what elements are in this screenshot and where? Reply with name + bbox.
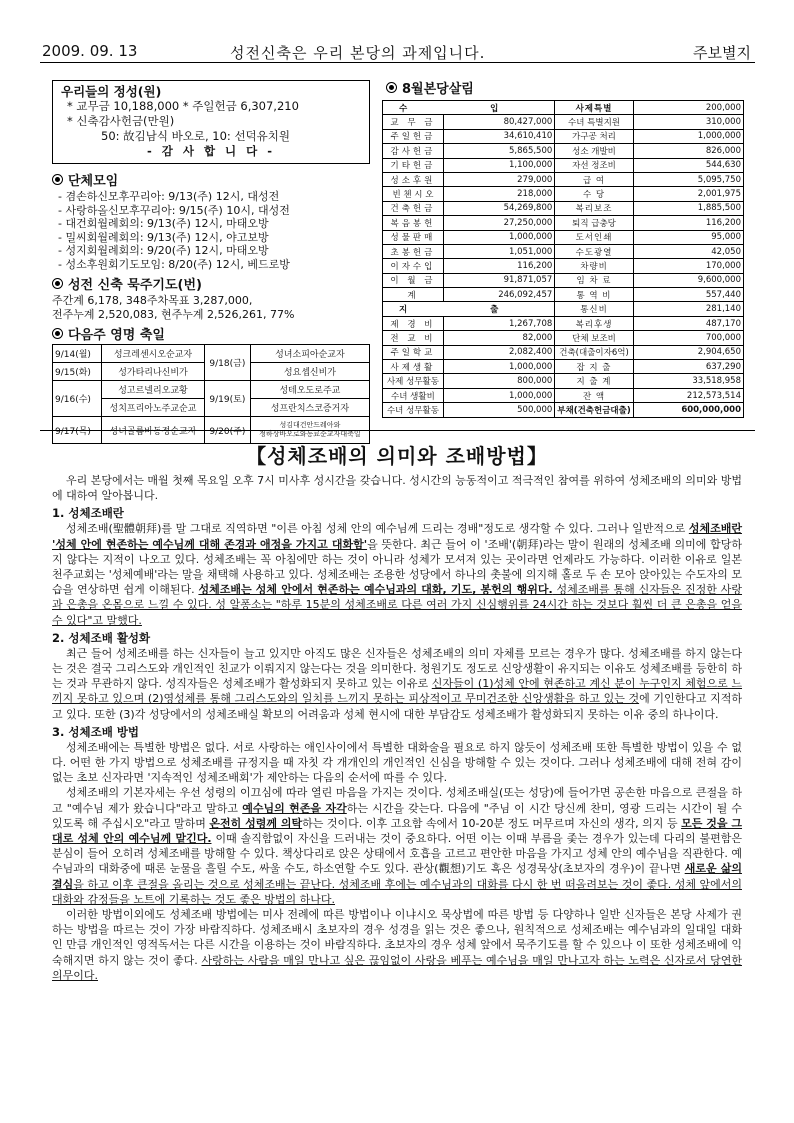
table-cell: 전 교 비 — [383, 331, 444, 345]
text-run: 하는 것이다. 이후 고요함 속에서 10-20분 정도 머무르며 자신의 생각, 의지 등 — [302, 816, 682, 830]
list-item: - 사랑하올신모후꾸리아: 9/15(주) 10시, 대성전 — [58, 203, 290, 217]
offerings-title: 우리들의 정성(원) — [61, 84, 162, 99]
table-cell: 27,250,000 — [443, 216, 554, 230]
table-cell: 500,000 — [443, 403, 554, 417]
text-run: 하는 시간을 갖는다. 다음에 "주님 이 시간 당신께 찬미, 영광 드리는 시간이 될 수 있도록 해 주십시오"라고 말하며 — [52, 801, 742, 830]
table-cell: 계 — [383, 288, 444, 302]
table-cell: 82,000 — [443, 331, 554, 345]
table-cell: 성크레센시오순교자 — [102, 345, 205, 363]
table-cell: 1,000,000 — [443, 230, 554, 244]
table-row — [383, 316, 744, 330]
meetings-title: 단체모임 — [68, 174, 119, 189]
table-row — [383, 172, 744, 186]
table-row — [383, 187, 744, 201]
table-cell: 34,610,410 — [443, 129, 554, 143]
section-heading: 2. 성체조배 활성화 — [52, 630, 151, 645]
table-cell: 637,290 — [633, 360, 743, 374]
table-cell: 도서인쇄 — [555, 230, 633, 244]
table-header: 수 입 — [383, 101, 555, 115]
finance-title: 8월본당살림 — [402, 82, 474, 97]
section-divider — [40, 430, 755, 431]
table-cell: 5,095,750 — [633, 172, 743, 186]
table-cell: 9/16(수) — [53, 381, 102, 417]
table-cell: 건축헌금 — [383, 201, 444, 215]
table-cell: 이 월 금 — [383, 273, 444, 287]
table-cell: 1,267,708 — [443, 316, 554, 330]
table-cell: 수녀 성무활동 — [383, 403, 444, 417]
table-cell: 임 차 료 — [555, 273, 633, 287]
table-cell: 800,000 — [443, 374, 554, 388]
table-cell: 제 경 비 — [383, 316, 444, 330]
table-cell: 9/15(화) — [53, 363, 102, 381]
rosary-line: 전주누계 2,520,083, 현주누계 2,526,261, 77% — [52, 307, 295, 321]
table-cell: 9/19(토) — [204, 381, 250, 417]
table-cell: 복리후생 — [555, 316, 633, 330]
table-cell: 2,001,975 — [633, 187, 743, 201]
table-row — [383, 331, 744, 345]
table-row — [383, 302, 744, 316]
table-cell: 수도광열 — [555, 244, 633, 258]
offerings-box — [52, 80, 370, 164]
paragraph: 성체조배에는 특별한 방법은 없다. 서로 사랑하는 애인사이에서 특별한 대화술을 필요로 하지 않듯이 성체조배 또한 특별한 방법이 있을 수 없다. 어떤 한 가지 방법으로 성체조배를 규정지을 때 자칫 각 개개인의 개인적인 신심을 방해할 수 있는 것이다. 그러나 성체조배에 대해 전혀 감이 없는 초보 신자라면 '지속적인 성체조배회'가 제안하는 다음의 순서에 따를 수 있다. — [52, 740, 742, 785]
table-cell: 200,000 — [633, 101, 743, 115]
table-cell: 246,092,457 — [443, 288, 554, 302]
table-row — [383, 259, 744, 273]
table-cell: 116,200 — [633, 216, 743, 230]
schedule-heading — [52, 324, 370, 343]
list-item: - 성소후원회기도모임: 8/20(주) 12시, 베드로방 — [58, 257, 290, 271]
table-cell: 통 역 비 — [555, 288, 633, 302]
offerings-thanks: - 감 사 합 니 다 - — [146, 144, 276, 158]
table-cell: 수녀 특별지원 — [555, 115, 633, 129]
table-cell: 지 출 계 — [555, 374, 633, 388]
table-cell: 9/14(월) — [53, 345, 102, 363]
table-cell: 복음봉헌 — [383, 216, 444, 230]
table-cell: 차량비 — [555, 259, 633, 273]
issue-type: 주보별지 — [693, 44, 751, 62]
table-cell: 복리보조 — [555, 201, 633, 215]
page-header — [40, 40, 755, 63]
table-cell: 성녀소피아순교자 — [250, 345, 369, 363]
table-row — [383, 144, 744, 158]
table-cell: 교 무 금 — [383, 115, 444, 129]
table-cell: 9/20(주) — [204, 417, 250, 444]
table-cell: 주일헌금 — [383, 129, 444, 143]
table-cell: 826,000 — [633, 144, 743, 158]
table-row — [383, 115, 744, 129]
table-cell: 116,200 — [443, 259, 554, 273]
table-cell: 성소후원 — [383, 172, 444, 186]
table-cell: 1,051,000 — [443, 244, 554, 258]
table-cell: 사제생활 — [383, 360, 444, 374]
cell-line: 성김대건안드레아와 — [279, 421, 341, 429]
table-row — [53, 345, 370, 363]
table-cell: 성녀골롬바동정순교자 — [102, 417, 205, 444]
table-cell: 급 여 — [555, 172, 633, 186]
table-row — [383, 374, 744, 388]
table-row — [383, 101, 744, 115]
table-cell: 감사헌금 — [383, 144, 444, 158]
table-cell: 초봉헌금 — [383, 244, 444, 258]
table-cell: 1,100,000 — [443, 158, 554, 172]
finance-section — [382, 78, 744, 418]
table-cell: 성소 개발비 — [555, 144, 633, 158]
article — [52, 440, 742, 983]
underlined-text: 성체조배를 통해 신자들은 진정한 사랑과 은총을 온몸으로 느낄 수 있다. 성 알퐁소는 "하루 15분의 성체조배로 다른 여러 가지 신심행위를 24시간 하는 것보다 훨씬 더 큰 은총을 얻을 수 있다"고 말했다. — [52, 583, 743, 627]
table-cell: 퇴직 급충당 — [555, 216, 633, 230]
underlined-text: 을 하고 이후 큰절을 올리는 것으로 성체조배는 끝난다. 성체조배 후에는 예수님과의 대화를 다시 한 번 떠올려보는 것이 좋다. 성체 앞에서의 대화와 감정들을 노트에 기록하는 것도 좋은 방법의 하나다. — [52, 877, 742, 906]
table-cell: 600,000,000 — [633, 403, 743, 417]
table-cell: 부채(건축헌금대출) — [555, 403, 633, 417]
rosary-title: 성전 신축 묵주기도(번) — [68, 278, 202, 293]
table-cell: 성요셉신비가 — [250, 363, 369, 381]
bullet-icon — [52, 174, 63, 185]
table-cell: 487,170 — [633, 316, 743, 330]
table-cell: 80,427,000 — [443, 115, 554, 129]
text-run: 성체조배의 기본자세는 우선 성령의 이끄심에 따라 열린 마음을 가지는 것이다. 성체조배실(또는 성당)에 들어가면 공손한 마음으로 큰절을 하고 "예수님 제가 왔습니다"라고 말하고 — [52, 786, 742, 815]
issue-date: 2009. 09. 13 — [42, 42, 138, 60]
table-row — [383, 244, 744, 258]
table-row — [53, 381, 370, 399]
table-row — [383, 129, 744, 143]
table-cell: 281,140 — [633, 302, 743, 316]
left-column — [52, 78, 370, 444]
table-cell: 279,000 — [443, 172, 554, 186]
table-row — [383, 158, 744, 172]
feast-table — [52, 344, 370, 444]
table-header: 지 출 — [383, 302, 555, 316]
table-cell: 54,269,800 — [443, 201, 554, 215]
table-cell: 557,440 — [633, 288, 743, 302]
text-run: 최근 들어 성체조배를 하는 신자들이 늘고 있지만 아직도 많은 신자들은 성체조배의 의미 자체를 모르는 경우가 많다. 성체조배를 하지 않는다는 것은 결국 그리스도와 개인적인 친교가 이뤄지지 않는다는 것을 의미한다. 청원기도 정도로 신앙생활이 유지되는 이유도 성체조배를 등한히 하는 것과 무관하지 않다. 성직자들은 성체조배가 활성화되지 못하고 있는 이유로 — [52, 646, 742, 691]
list-item: - 밀씨회월례회의: 9/13(주) 12시, 야고보방 — [58, 230, 269, 244]
table-cell: 빈 첸 시 오 — [383, 187, 444, 201]
emphasis-text: 새로운 삶의 결심 — [52, 862, 742, 891]
section-heading: 1. 성체조배란 — [52, 506, 124, 521]
emphasis-text: 온전히 성령께 의탁 — [209, 816, 303, 830]
paragraph — [52, 907, 742, 983]
table-cell: 91,871,057 — [443, 273, 554, 287]
table-cell: 기타헌금 — [383, 158, 444, 172]
text-run: 에 기인한다고 지적하고 있다. 또한 (3)각 성당에서의 성체조배실 확보의 어려움과 성체 현시에 대한 부담감도 성체조배가 활성화되지 못하는 이유 중의 하나이다. — [52, 692, 742, 721]
list-item: - 겸손하신모후꾸리아: 9/13(주) 12시, 대성전 — [58, 190, 280, 203]
table-row — [383, 273, 744, 287]
table-cell: 가구공 처리 — [555, 129, 633, 143]
meetings-list — [52, 190, 370, 271]
table-cell: 33,518,958 — [633, 374, 743, 388]
table-row — [383, 201, 744, 215]
text-run: 을 뜻한다. 최근 들어 이 '조배'(朝拜)라는 말이 원래의 성체조배 의미에 합당하지 않다는 지적이 나오고 있다. 성체조배는 꼭 아침에만 하는 것이 아니라 성체가 모셔져 있는 곳이라면 언제라도 가능하다. 이러한 이유로 일본 천주교회는 '성체예배'라는 말을 채택해 사용하고 있다. 성체조배는 조용한 성당에서 하나의 촛불에 의지해 홀로 두 손 모아 앉아있는 수도자의 모습을 연상하면 쉽게 이해된다. — [52, 537, 742, 597]
table-cell: 성고르넬리오교황 — [102, 381, 205, 399]
table-cell: 성물판매 — [383, 230, 444, 244]
table-cell: 이자수입 — [383, 259, 444, 273]
table-row — [383, 216, 744, 230]
page-title: 성전신축은 우리 본당의 과제입니다. — [230, 44, 486, 62]
table-cell: 잔 액 — [555, 388, 633, 402]
table-cell: 잡 지 출 — [555, 360, 633, 374]
table-cell: 9,600,000 — [633, 273, 743, 287]
text-run: 성체조배(聖體朝拜)를 말 그대로 직역하면 "이른 아침 성체 안의 예수님께 드리는 경배"정도로 생각할 수 있다. 그러나 일반적으로 — [66, 522, 689, 536]
bullet-icon — [386, 82, 397, 93]
table-cell: 9/17(목) — [53, 417, 102, 444]
paragraph — [52, 521, 742, 627]
emphasis-text: 예수님의 현존을 자각 — [242, 801, 347, 815]
section-heading: 3. 성체조배 방법 — [52, 724, 140, 739]
table-cell: 42,050 — [633, 244, 743, 258]
table-cell: 5,865,500 — [443, 144, 554, 158]
rosary-heading — [52, 274, 370, 293]
offerings-line: * 교무금 10,188,000 * 주일헌금 6,307,210 — [67, 99, 299, 113]
table-row — [383, 388, 744, 402]
table-row — [383, 345, 744, 359]
bullet-icon — [52, 328, 63, 339]
offerings-line: 50: 故김남식 바오로, 10: 선덕유치원 — [101, 129, 290, 143]
schedule-title: 다음주 영명 축일 — [68, 328, 165, 343]
article-title: 【성체조배의 의미와 조배방법】 — [246, 444, 548, 468]
meetings-heading — [52, 170, 370, 189]
table-cell: 사제 성무활동 — [383, 374, 444, 388]
table-cell: 1,000,000 — [443, 388, 554, 402]
emphasis-text: 성체조배는 성체 안에서 현존하는 예수님과의 대화, 기도, 봉헌의 행위다. — [198, 583, 553, 597]
table-cell: 1,000,000 — [633, 129, 743, 143]
paragraph — [52, 785, 742, 907]
table-cell: 212,573,514 — [633, 388, 743, 402]
underlined-text: 신자들이 (1)성체 안에 현존하고 계신 분이 누구인지 체험으로 느끼지 못하고 있으며 (2)영성체를 통해 그리스도와의 일치를 느끼지 못하는 피상적이고 무미건조한 신앙생활을 하고 있는 것 — [52, 677, 743, 706]
list-item: - 대건회월례회의: 9/13(주) 12시, 마태오방 — [58, 217, 269, 230]
table-cell: 700,000 — [633, 331, 743, 345]
table-cell: 수 당 — [555, 187, 633, 201]
rosary-line: 주간계 6,178, 348주차목표 3,287,000, — [52, 294, 253, 307]
table-cell: 통신비 — [555, 302, 633, 316]
emphasis-text: 성체조배란 '성체 안에 현존하는 예수님께 대해 존경과 애정을 가지고 대화함' — [52, 522, 742, 551]
table-cell: 단체 보조비 — [555, 331, 633, 345]
table-cell: 2,082,400 — [443, 345, 554, 359]
table-cell: 9/18(금) — [204, 345, 250, 381]
article-intro: 우리 본당에서는 매월 첫째 목요일 오후 7시 미사후 성시간을 갖습니다. 성시간의 능동적이고 적극적인 참여를 위하여 성체조배의 의미와 방법에 대하여 알아봅니다. — [52, 474, 742, 503]
table-cell: 성테오도로주교 — [250, 381, 369, 399]
underlined-text: 사랑하는 사람을 매일 만나고 싶은 끊임없이 사랑을 베푸는 예수님을 매일 만나고자 하는 노력은 신자로서 당연한 의무이다. — [52, 953, 742, 982]
text-run: 이때 솔직함없이 자신을 드러내는 것이 중요하다. 어떤 이는 이때 부름을 좇는 경우가 있는데 다리의 불편함은 분심이 들어 오히려 성체조배를 방해할 수 있다. 책상다리로 앉은 상태에서 호흡을 고르고 편안한 마음을 가지고 성체 안의 예수님을 직관한다. 예수님과의 대화중에 때론 눈물을 흘릴 수도, 싸울 수도, 하소연할 수도 있다. 관상(觀想)기도 혹은 성경묵상(초보자의 경우)이 끝나면 — [52, 832, 742, 876]
table-row — [383, 403, 744, 417]
table-cell: 건축(대출이자6억) — [555, 345, 633, 359]
table-cell: 성프란치스코증거자 — [250, 399, 369, 417]
table-cell: 자선 정조비 — [555, 158, 633, 172]
finance-heading — [386, 78, 744, 97]
table-cell: 성치프리아노주교순교 — [102, 399, 205, 417]
text-run: 이러한 방법이외에도 성체조배 방법에는 미사 전례에 따른 방법이나 이냐시오 묵상법에 따른 방법 등 다양하나 일반 신자들은 본당 사제가 권하는 방법을 따르는 것이 가장 바람직하다. 성체조배시 초보자의 경우 성경을 읽는 것은 좋으나, 원칙적으로 성체조배는 예수님과의 일대일 대화인 만큼 개인적인 영적독서는 다른 시간을 이용하는 것이 바람직하다. 초보자의 경우 성체 앞에서 묵주기도를 할 수 있으나 이 또한 성체조배에 익숙해지면 하지 않는 것이 좋다. — [52, 908, 742, 967]
table-cell: 95,000 — [633, 230, 743, 244]
table-cell: 1,000,000 — [443, 360, 554, 374]
bullet-icon — [52, 278, 63, 289]
table-cell: 수녀 생활비 — [383, 388, 444, 402]
table-cell: 310,000 — [633, 115, 743, 129]
table-row — [383, 288, 744, 302]
table-cell: 1,885,500 — [633, 201, 743, 215]
table-row — [383, 230, 744, 244]
offerings-line: * 신축감사헌금(만원) — [67, 114, 175, 128]
table-cell: 2,904,650 — [633, 345, 743, 359]
finance-table — [382, 100, 744, 418]
paragraph — [52, 646, 742, 722]
table-cell: 성가타리나신비가 — [102, 363, 205, 381]
table-cell: 218,000 — [443, 187, 554, 201]
table-cell: 544,630 — [633, 158, 743, 172]
table-cell: 170,000 — [633, 259, 743, 273]
table-row — [383, 360, 744, 374]
emphasis-text: 모든 것을 그대로 성체 안의 예수님께 맡긴다. — [52, 816, 743, 846]
table-cell: 사제특별 — [555, 101, 633, 115]
list-item: - 성지회월례회의: 9/20(주) 12시, 마태오방 — [58, 244, 269, 257]
cell-line: 정하상바오로와동료순교자대축일 — [259, 430, 361, 438]
table-cell: 주일학교 — [383, 345, 444, 359]
